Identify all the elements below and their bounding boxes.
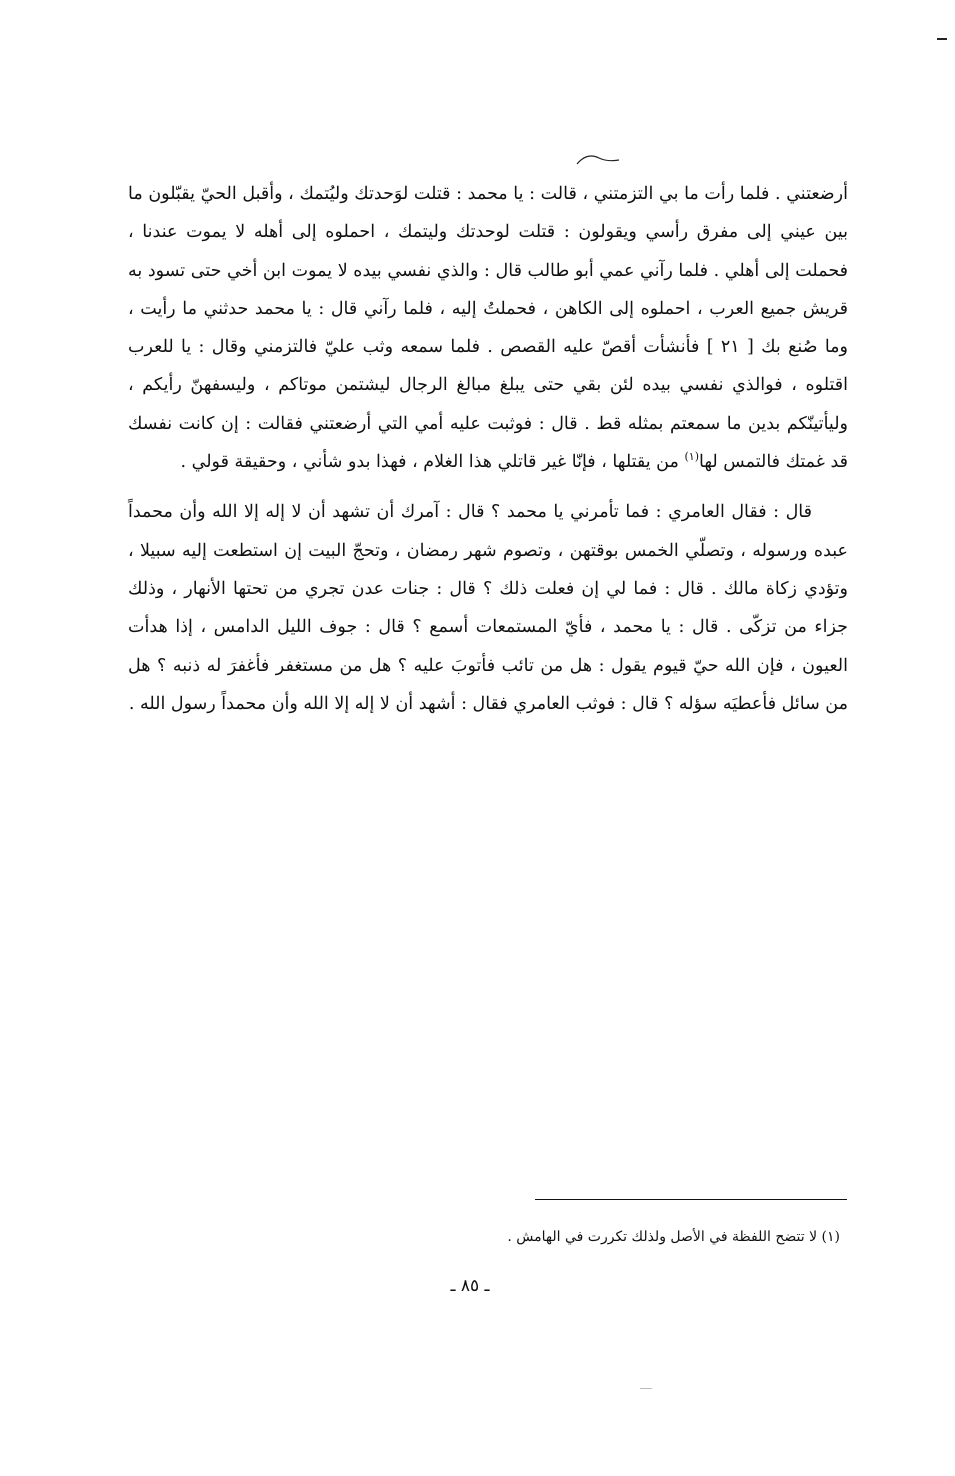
footnote-reference[interactable]: (١): [684, 450, 699, 464]
decorative-ornament-icon: [573, 150, 623, 170]
paragraph-1: [128, 175, 848, 481]
scan-speck: [640, 1388, 652, 1389]
paragraph-1-text: أرضعتني . فلما رأت ما بي التزمتني ، قالت : يا محمد : قتلت لوَحدتك وليُتمك ، وأقبل الحيّ يقبّلون ما بين عيني إلى مفرق رأسي ويقولون : قتلت لوحدتك وليتمك ، احملوه إلى أهله لا يموت عندنا ، فحملت إلى أهلي . فلما رآني عمي أبو طالب قال : والذي نفسي بيده لا يموت ابن أخي حتى تسود به قريش جميع العرب ، احملوه إلى الكاهن ، فحملتُ إليه ، فلما رآني قال : يا محمد حدثني ما رأيت ، وما صُنع بك [ ٢١ ] فأنشأت أقصّ عليه القصص . فلما سمعه وثب عليّ فالتزمني وقال : يا للعرب اقتلوه ، فوالذي نفسي بيده لئن بقي حتى يبلغ مبالغ الرجال ليشتمن موتاكم ، وليسفهنّ رأيكم ، وليأتينّكم بدين ما سمعتم بمثله قط . قال : فوثبت عليه أمي التي أرضعتني فقالت : إن كانت نفسك قد غمتك فالتمس لها: [128, 184, 849, 473]
footnote: (١) لا تتضح اللفظة في الأصل ولذلك تكررت في الهامش .: [507, 1229, 840, 1245]
paragraph-2-text: قال : فقال العامري : فما تأمرني يا محمد ؟ قال : آمرك أن تشهد أن لا إله إلا الله وأن محمداً عبده ورسوله ، وتصلّي الخمس بوقتهن ، وتصوم شهر رمضان ، وتحجّ البيت إن استطعت إليه سبيلا ، وتؤدي زكاة مالك . قال : فما لي إن فعلت ذلك ؟ قال : جنات عدن تجري من تحتها الأنهار ، وذلك جزاء من تزكّى . قال : يا محمد ، فأيّ المستمعات أسمع ؟ قال : جوف الليل الدامس ، إذا هدأت العيون ، فإن الله حيّ قيوم يقول : هل من تائب فأتوبَ عليه ؟ هل من مستغفر فأغفرَ له ذنبه ؟ هل من سائل فأعطيَه سؤله ؟ قال : فوثب العامري فقال : أشهد أن لا إله إلا الله وأن محمداً رسول الله .: [128, 502, 848, 714]
main-text: [128, 175, 848, 723]
paragraph-2: [128, 493, 848, 723]
paragraph-1-text-continued: من يقتلها ، فإنّا غير قاتلي هذا الغلام ، فهذا بدو شأني ، وحقيقة قولي .: [180, 452, 679, 473]
corner-mark: [937, 38, 947, 40]
page-number: ـ ٨٥ ـ: [450, 1276, 490, 1296]
footnote-separator: [535, 1199, 847, 1200]
